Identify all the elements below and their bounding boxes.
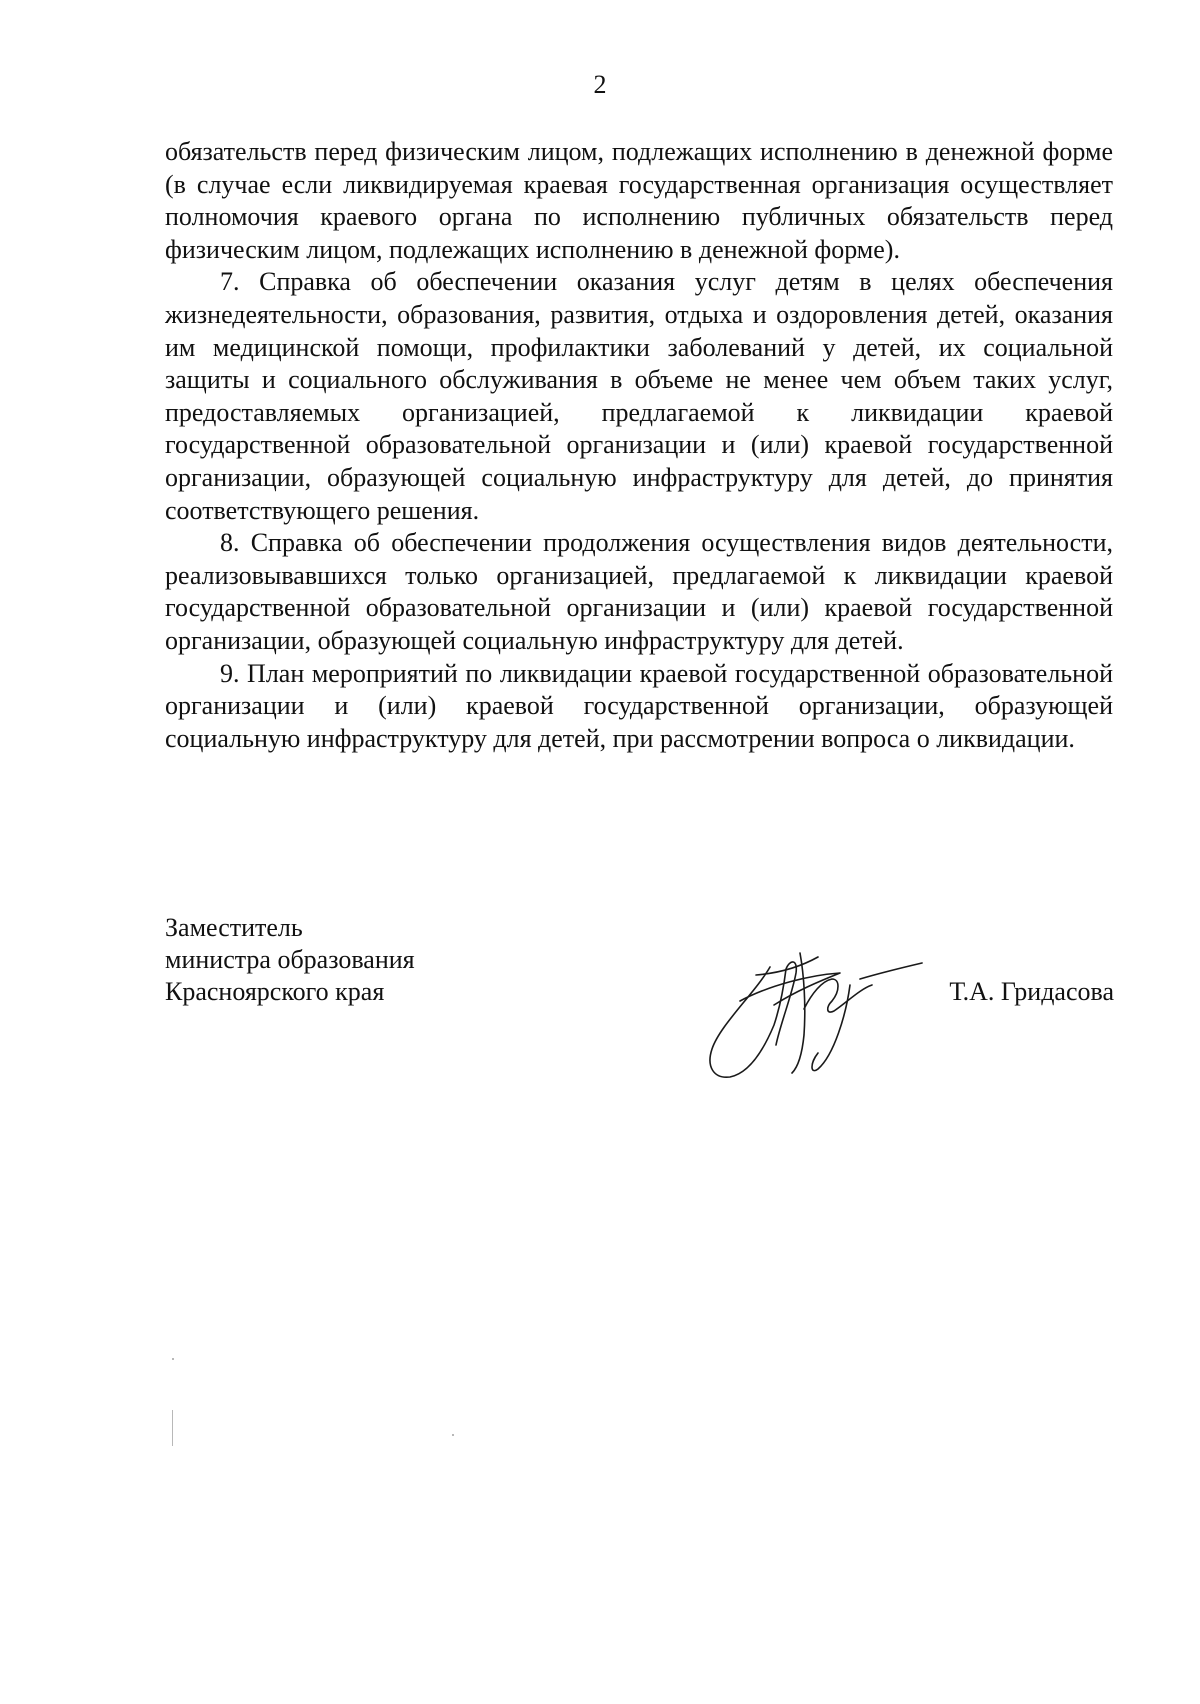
signatory-position bbox=[165, 912, 525, 1008]
handwritten-signature bbox=[700, 945, 925, 1080]
paragraph-item-7: 7. Справка об обеспечении оказания услуг детям в целях обеспечения жизнедеятельности, образования, развития, отдыха и оздоровления детей, оказания им медицинской помощи, профилактики заболеваний у детей, их социальной защиты и социального обслуживания в объеме не менее чем объем таких услуг, предоставляемых организацией, предлагаемой к ликвидации краевой государственной образовательной организации и (или) краевой государственной организации, образующей социальную инфраструктуру для детей, до принятия соответствующего решения. bbox=[165, 267, 1113, 525]
signer-name: Т.А. Гридасова bbox=[949, 977, 1114, 1006]
page-number: 2 bbox=[593, 70, 607, 99]
position-line: министра образования bbox=[165, 945, 415, 974]
paragraph-item-9: 9. План мероприятий по ликвидации краевой государственной образовательной организации и (или) краевой государственной организации, образующей социальную инфраструктуру для детей, при рассмотрении вопроса о ликвидации. bbox=[165, 658, 1113, 753]
paragraph-continuation: обязательств перед физическим лицом, подлежащих исполнению в денежной форме (в случае если ликвидируемая краевая государственная организация осуществляет полномочия краевого органа по исполнению публичных обязательств перед физическим лицом, подлежащих исполнению в денежной форме). bbox=[165, 137, 1113, 264]
scan-speck bbox=[452, 1434, 454, 1436]
position-line: Заместитель bbox=[165, 913, 303, 942]
paragraph-item-8: 8. Справка об обеспечении продолжения осуществления видов деятельности, реализовывавшихся только организацией, предлагаемой к ликвидации краевой государственной образовательной организации и (или) краевой государственной организации, образующей социальную инфраструктуру для детей. bbox=[165, 528, 1113, 655]
scan-speck bbox=[172, 1358, 174, 1360]
position-line: Красноярского края bbox=[165, 977, 385, 1006]
document-body bbox=[165, 136, 1113, 755]
scan-speck bbox=[172, 1410, 173, 1446]
